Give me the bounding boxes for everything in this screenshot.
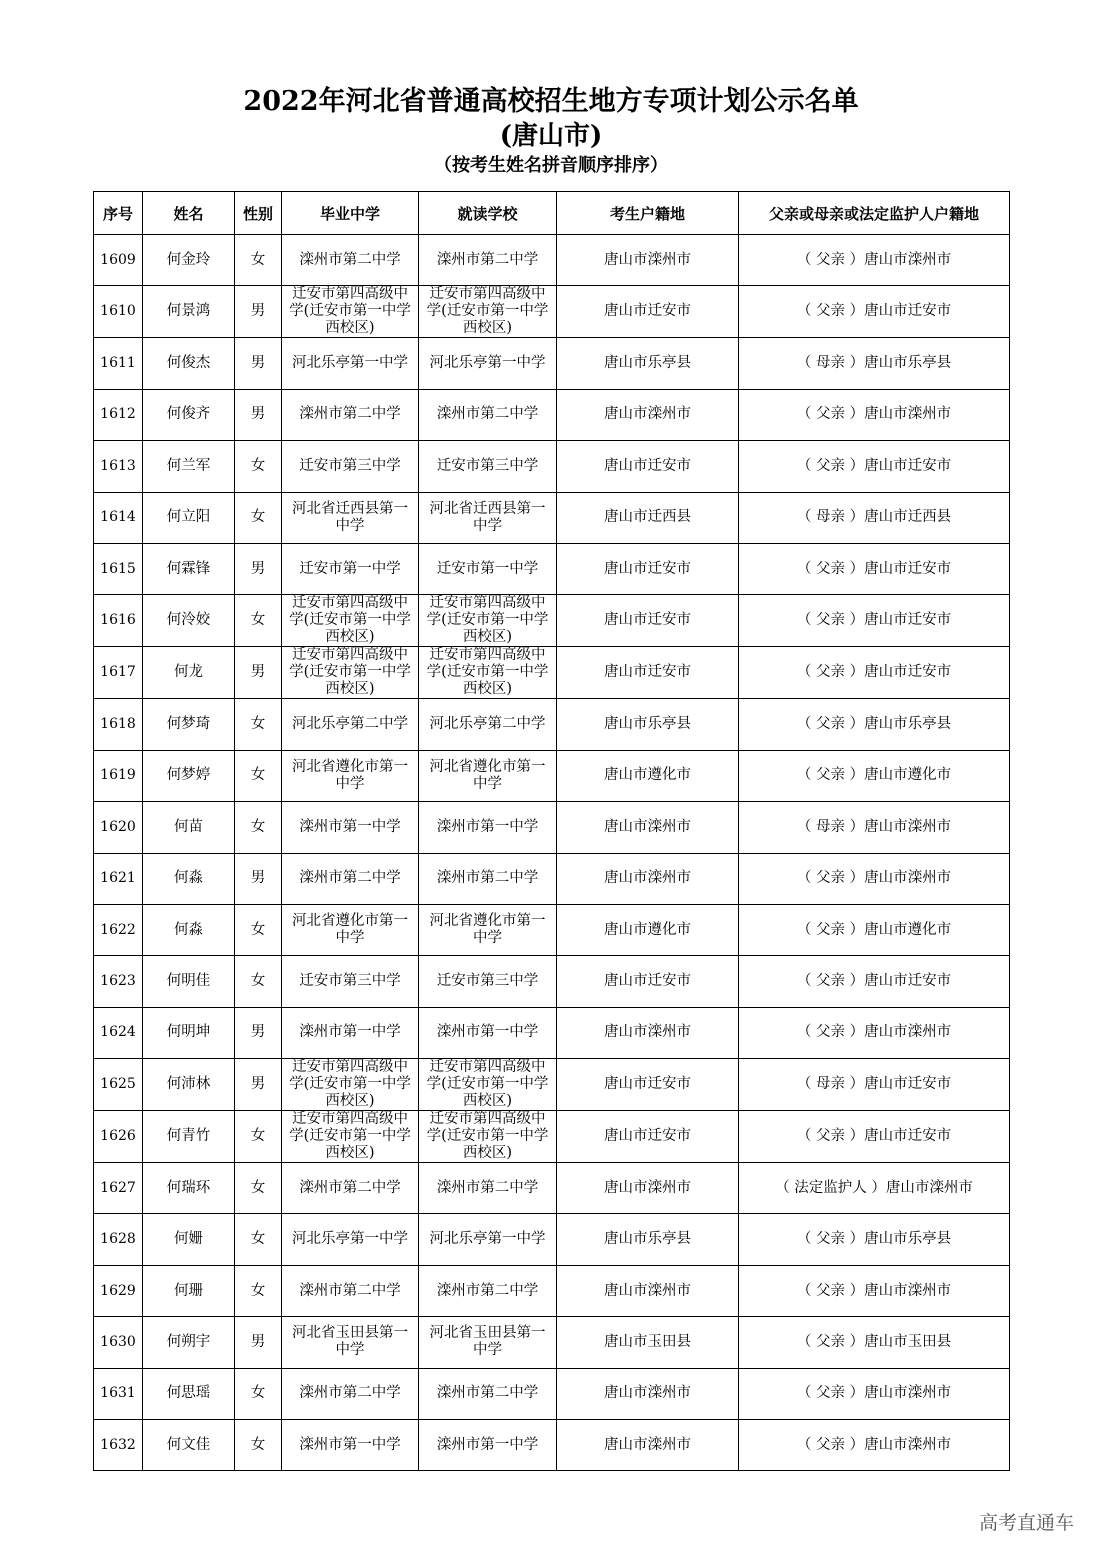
cell-gender: 女 <box>235 492 282 543</box>
cell-gender: 男 <box>235 1007 282 1058</box>
cell-guardian-household: （ 父亲 ）唐山市滦州市 <box>739 1265 1010 1316</box>
cell-name: 何龙 <box>143 647 235 699</box>
cell-guardian-household: （ 父亲 ）唐山市迁安市 <box>739 286 1010 338</box>
cell-household: 唐山市滦州市 <box>557 1007 739 1058</box>
table-header-row <box>94 192 1010 235</box>
cell-guardian-household: （ 父亲 ）唐山市迁安市 <box>739 956 1010 1007</box>
cell-household: 唐山市滦州市 <box>557 1163 739 1214</box>
col-header-current-school: 就读学校 <box>419 192 557 235</box>
cell-household: 唐山市迁安市 <box>557 1059 739 1111</box>
cell-current-school: 滦州市第二中学 <box>419 853 557 904</box>
cell-household: 唐山市滦州市 <box>557 1265 739 1316</box>
table-row <box>94 802 1010 853</box>
table-row <box>94 1059 1010 1111</box>
cell-gender: 女 <box>235 1214 282 1265</box>
cell-household: 唐山市迁安市 <box>557 286 739 338</box>
cell-no: 1616 <box>94 595 143 647</box>
cell-current-school: 河北省遵化市第一中学 <box>419 750 557 801</box>
cell-guardian-household: （ 父亲 ）唐山市玉田县 <box>739 1317 1010 1368</box>
cell-grad-school: 迁安市第三中学 <box>282 441 419 492</box>
table-row <box>94 1163 1010 1214</box>
cell-grad-school: 滦州市第一中学 <box>282 1420 419 1471</box>
watermark: 高考直通车 <box>978 1512 1074 1534</box>
table-row <box>94 750 1010 801</box>
cell-guardian-household: （ 父亲 ）唐山市迁安市 <box>739 647 1010 699</box>
cell-household: 唐山市遵化市 <box>557 904 739 955</box>
cell-grad-school: 河北乐亭第二中学 <box>282 699 419 750</box>
cell-grad-school: 河北省迁西县第一中学 <box>282 492 419 543</box>
cell-no: 1610 <box>94 286 143 338</box>
cell-name: 何泠姣 <box>143 595 235 647</box>
cell-guardian-household: （ 母亲 ）唐山市滦州市 <box>739 802 1010 853</box>
cell-no: 1617 <box>94 647 143 699</box>
cell-name: 何俊齐 <box>143 389 235 440</box>
col-header-household: 考生户籍地 <box>557 192 739 235</box>
cell-household: 唐山市乐亭县 <box>557 338 739 389</box>
cell-no: 1622 <box>94 904 143 955</box>
cell-household: 唐山市滦州市 <box>557 1420 739 1471</box>
cell-no: 1625 <box>94 1059 143 1111</box>
table-body <box>94 235 1010 1471</box>
cell-current-school: 迁安市第一中学 <box>419 543 557 594</box>
cell-grad-school: 迁安市第四高级中学(迁安市第一中学西校区) <box>282 286 419 338</box>
cell-current-school: 河北乐亭第一中学 <box>419 338 557 389</box>
table-row <box>94 904 1010 955</box>
cell-guardian-household: （ 父亲 ）唐山市迁安市 <box>739 543 1010 594</box>
cell-grad-school: 迁安市第一中学 <box>282 543 419 594</box>
table-row <box>94 235 1010 286</box>
cell-current-school: 河北省玉田县第一中学 <box>419 1317 557 1368</box>
cell-no: 1615 <box>94 543 143 594</box>
cell-gender: 男 <box>235 1317 282 1368</box>
table-row <box>94 492 1010 543</box>
cell-gender: 男 <box>235 647 282 699</box>
cell-household: 唐山市玉田县 <box>557 1317 739 1368</box>
cell-grad-school: 迁安市第四高级中学(迁安市第一中学西校区) <box>282 1111 419 1163</box>
cell-grad-school: 滦州市第二中学 <box>282 235 419 286</box>
cell-name: 何景鸿 <box>143 286 235 338</box>
cell-gender: 女 <box>235 1111 282 1163</box>
cell-name: 何淼 <box>143 853 235 904</box>
cell-gender: 女 <box>235 595 282 647</box>
table-row <box>94 1111 1010 1163</box>
col-header-no: 序号 <box>94 192 143 235</box>
cell-grad-school: 河北省遵化市第一中学 <box>282 750 419 801</box>
table-row <box>94 441 1010 492</box>
cell-no: 1628 <box>94 1214 143 1265</box>
cell-name: 何苗 <box>143 802 235 853</box>
roster-table <box>93 191 1010 1471</box>
cell-current-school: 滦州市第二中学 <box>419 1163 557 1214</box>
cell-gender: 男 <box>235 543 282 594</box>
col-header-grad-school: 毕业中学 <box>282 192 419 235</box>
cell-guardian-household: （ 父亲 ）唐山市滦州市 <box>739 389 1010 440</box>
page-subtitle: (唐山市) <box>499 121 603 151</box>
cell-guardian-household: （ 父亲 ）唐山市迁安市 <box>739 595 1010 647</box>
cell-name: 何沛林 <box>143 1059 235 1111</box>
cell-name: 何青竹 <box>143 1111 235 1163</box>
cell-household: 唐山市迁安市 <box>557 543 739 594</box>
cell-name: 何珊 <box>143 1265 235 1316</box>
cell-current-school: 河北乐亭第一中学 <box>419 1214 557 1265</box>
sort-note: （按考生姓名拼音顺序排序） <box>434 155 668 176</box>
cell-gender: 女 <box>235 802 282 853</box>
cell-gender: 女 <box>235 956 282 1007</box>
page-title: 2022年河北省普通高校招生地方专项计划公示名单 <box>243 86 859 117</box>
cell-household: 唐山市遵化市 <box>557 750 739 801</box>
col-header-guardian-household: 父亲或母亲或法定监护人户籍地 <box>739 192 1010 235</box>
cell-household: 唐山市滦州市 <box>557 235 739 286</box>
col-header-gender: 性别 <box>235 192 282 235</box>
cell-household: 唐山市迁西县 <box>557 492 739 543</box>
cell-gender: 女 <box>235 1265 282 1316</box>
cell-grad-school: 滦州市第二中学 <box>282 1368 419 1419</box>
cell-current-school: 河北乐亭第二中学 <box>419 699 557 750</box>
cell-guardian-household: （ 父亲 ）唐山市遵化市 <box>739 750 1010 801</box>
cell-guardian-household: （ 父亲 ）唐山市乐亭县 <box>739 1214 1010 1265</box>
cell-current-school: 迁安市第四高级中学(迁安市第一中学西校区) <box>419 1059 557 1111</box>
cell-current-school: 迁安市第四高级中学(迁安市第一中学西校区) <box>419 286 557 338</box>
cell-gender: 男 <box>235 338 282 389</box>
cell-name: 何兰军 <box>143 441 235 492</box>
table-row <box>94 699 1010 750</box>
cell-household: 唐山市迁安市 <box>557 441 739 492</box>
cell-gender: 男 <box>235 1059 282 1111</box>
cell-gender: 女 <box>235 750 282 801</box>
cell-grad-school: 河北省遵化市第一中学 <box>282 904 419 955</box>
cell-name: 何立阳 <box>143 492 235 543</box>
cell-gender: 女 <box>235 1163 282 1214</box>
cell-no: 1619 <box>94 750 143 801</box>
cell-household: 唐山市滦州市 <box>557 802 739 853</box>
cell-current-school: 迁安市第三中学 <box>419 956 557 1007</box>
cell-grad-school: 滦州市第一中学 <box>282 1007 419 1058</box>
cell-current-school: 滦州市第二中学 <box>419 389 557 440</box>
cell-guardian-household: （ 父亲 ）唐山市迁安市 <box>739 1111 1010 1163</box>
cell-guardian-household: （ 母亲 ）唐山市乐亭县 <box>739 338 1010 389</box>
cell-grad-school: 迁安市第三中学 <box>282 956 419 1007</box>
cell-no: 1626 <box>94 1111 143 1163</box>
cell-no: 1632 <box>94 1420 143 1471</box>
cell-household: 唐山市迁安市 <box>557 1111 739 1163</box>
table-row <box>94 595 1010 647</box>
cell-no: 1612 <box>94 389 143 440</box>
cell-guardian-household: （ 母亲 ）唐山市迁安市 <box>739 1059 1010 1111</box>
table-row <box>94 286 1010 338</box>
cell-gender: 女 <box>235 904 282 955</box>
cell-gender: 女 <box>235 235 282 286</box>
cell-household: 唐山市滦州市 <box>557 389 739 440</box>
cell-guardian-household: （ 父亲 ）唐山市迁安市 <box>739 441 1010 492</box>
cell-household: 唐山市迁安市 <box>557 647 739 699</box>
cell-current-school: 河北省迁西县第一中学 <box>419 492 557 543</box>
cell-gender: 男 <box>235 389 282 440</box>
cell-current-school: 滦州市第一中学 <box>419 802 557 853</box>
cell-current-school: 滦州市第一中学 <box>419 1007 557 1058</box>
cell-guardian-household: （ 父亲 ）唐山市滦州市 <box>739 1007 1010 1058</box>
cell-current-school: 滦州市第二中学 <box>419 1265 557 1316</box>
cell-no: 1629 <box>94 1265 143 1316</box>
cell-current-school: 滦州市第二中学 <box>419 235 557 286</box>
cell-guardian-household: （ 父亲 ）唐山市滦州市 <box>739 853 1010 904</box>
cell-grad-school: 滦州市第二中学 <box>282 1163 419 1214</box>
cell-grad-school: 河北省玉田县第一中学 <box>282 1317 419 1368</box>
cell-no: 1621 <box>94 853 143 904</box>
cell-household: 唐山市迁安市 <box>557 956 739 1007</box>
cell-grad-school: 滦州市第一中学 <box>282 802 419 853</box>
cell-name: 何朔宇 <box>143 1317 235 1368</box>
cell-no: 1620 <box>94 802 143 853</box>
cell-name: 何梦琦 <box>143 699 235 750</box>
cell-name: 何瑞环 <box>143 1163 235 1214</box>
cell-no: 1627 <box>94 1163 143 1214</box>
cell-name: 何思瑶 <box>143 1368 235 1419</box>
table-row <box>94 853 1010 904</box>
cell-guardian-household: （ 父亲 ）唐山市滦州市 <box>739 235 1010 286</box>
table-row <box>94 338 1010 389</box>
table-row <box>94 1265 1010 1316</box>
cell-grad-school: 迁安市第四高级中学(迁安市第一中学西校区) <box>282 1059 419 1111</box>
cell-name: 何霖锋 <box>143 543 235 594</box>
cell-guardian-household: （ 父亲 ）唐山市遵化市 <box>739 904 1010 955</box>
cell-name: 何梦婷 <box>143 750 235 801</box>
col-header-name: 姓名 <box>143 192 235 235</box>
table-row <box>94 1007 1010 1058</box>
cell-grad-school: 迁安市第四高级中学(迁安市第一中学西校区) <box>282 595 419 647</box>
cell-grad-school: 河北乐亭第一中学 <box>282 1214 419 1265</box>
cell-household: 唐山市乐亭县 <box>557 1214 739 1265</box>
cell-name: 何金玲 <box>143 235 235 286</box>
cell-grad-school: 滦州市第二中学 <box>282 853 419 904</box>
cell-name: 何淼 <box>143 904 235 955</box>
table-row <box>94 1214 1010 1265</box>
cell-household: 唐山市滦州市 <box>557 1368 739 1419</box>
cell-grad-school: 河北乐亭第一中学 <box>282 338 419 389</box>
cell-guardian-household: （ 父亲 ）唐山市乐亭县 <box>739 699 1010 750</box>
cell-grad-school: 滦州市第二中学 <box>282 389 419 440</box>
cell-name: 何明佳 <box>143 956 235 1007</box>
cell-gender: 女 <box>235 1420 282 1471</box>
cell-current-school: 河北省遵化市第一中学 <box>419 904 557 955</box>
table-row <box>94 543 1010 594</box>
cell-grad-school: 迁安市第四高级中学(迁安市第一中学西校区) <box>282 647 419 699</box>
cell-guardian-household: （ 父亲 ）唐山市滦州市 <box>739 1368 1010 1419</box>
table-row <box>94 956 1010 1007</box>
cell-no: 1613 <box>94 441 143 492</box>
cell-no: 1618 <box>94 699 143 750</box>
cell-current-school: 滦州市第二中学 <box>419 1368 557 1419</box>
cell-current-school: 滦州市第一中学 <box>419 1420 557 1471</box>
table-row <box>94 647 1010 699</box>
cell-gender: 女 <box>235 441 282 492</box>
cell-name: 何明坤 <box>143 1007 235 1058</box>
cell-gender: 男 <box>235 286 282 338</box>
cell-no: 1614 <box>94 492 143 543</box>
cell-grad-school: 滦州市第二中学 <box>282 1265 419 1316</box>
cell-no: 1609 <box>94 235 143 286</box>
cell-current-school: 迁安市第四高级中学(迁安市第一中学西校区) <box>419 1111 557 1163</box>
cell-gender: 女 <box>235 699 282 750</box>
cell-current-school: 迁安市第四高级中学(迁安市第一中学西校区) <box>419 647 557 699</box>
table-row <box>94 1368 1010 1419</box>
cell-current-school: 迁安市第四高级中学(迁安市第一中学西校区) <box>419 595 557 647</box>
cell-no: 1624 <box>94 1007 143 1058</box>
cell-name: 何姗 <box>143 1214 235 1265</box>
cell-current-school: 迁安市第三中学 <box>419 441 557 492</box>
cell-household: 唐山市乐亭县 <box>557 699 739 750</box>
cell-gender: 男 <box>235 853 282 904</box>
table-row <box>94 1420 1010 1471</box>
cell-guardian-household: （ 法定监护人 ）唐山市滦州市 <box>739 1163 1010 1214</box>
table-row <box>94 389 1010 440</box>
cell-guardian-household: （ 母亲 ）唐山市迁西县 <box>739 492 1010 543</box>
cell-name: 何文佳 <box>143 1420 235 1471</box>
cell-no: 1611 <box>94 338 143 389</box>
cell-no: 1631 <box>94 1368 143 1419</box>
cell-name: 何俊杰 <box>143 338 235 389</box>
cell-household: 唐山市迁安市 <box>557 595 739 647</box>
cell-household: 唐山市滦州市 <box>557 853 739 904</box>
cell-no: 1630 <box>94 1317 143 1368</box>
table-row <box>94 1317 1010 1368</box>
cell-gender: 女 <box>235 1368 282 1419</box>
cell-no: 1623 <box>94 956 143 1007</box>
cell-guardian-household: （ 父亲 ）唐山市滦州市 <box>739 1420 1010 1471</box>
